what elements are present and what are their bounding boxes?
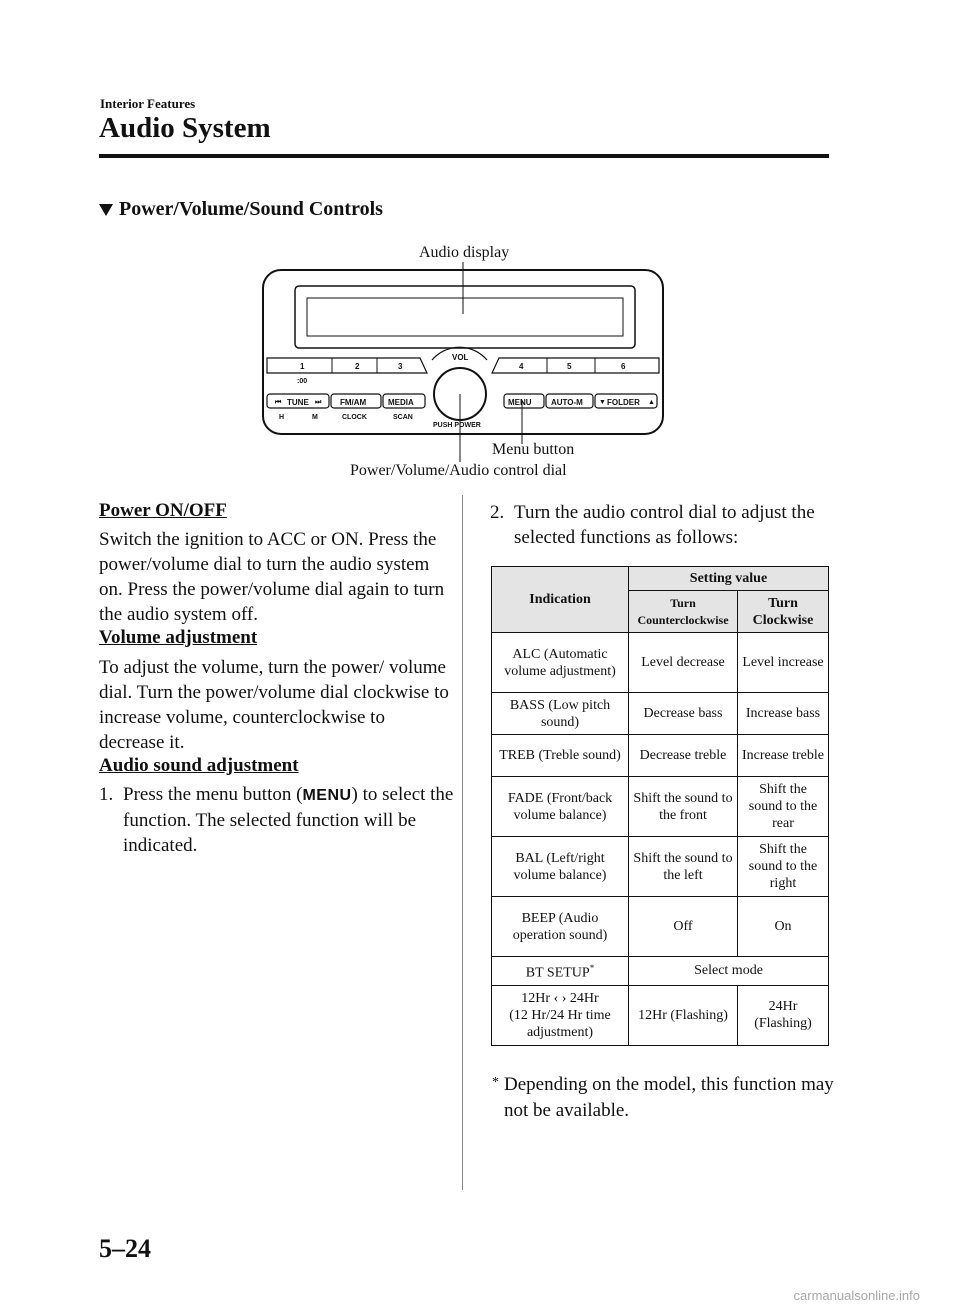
volume-heading: Volume adjustment <box>99 627 258 648</box>
table-row <box>492 735 829 777</box>
cell-cw: 24Hr (Flashing) <box>738 985 829 1045</box>
cell-ccw: Level decrease <box>629 633 738 693</box>
tune-label: TUNE <box>287 398 309 407</box>
bt-setup-label: BT SETUP <box>525 965 590 981</box>
step-2 <box>490 500 856 550</box>
cell-cw: Shift the sound to the right <box>738 837 829 897</box>
h-label: H <box>279 414 285 421</box>
table-row <box>492 897 829 957</box>
preset-6-button[interactable]: 6 <box>621 362 626 371</box>
step-2-number: 2. <box>490 502 505 523</box>
step-1-pre: Press the menu button ( <box>123 784 303 805</box>
sound-heading: Audio sound adjustment <box>99 755 299 776</box>
chapter-label: Interior Features <box>100 96 196 111</box>
callout-control-dial: Power/Volume/Audio control dial <box>350 462 567 479</box>
hr-12-label: 12Hr <box>521 990 551 1006</box>
cell-cw: Increase treble <box>738 735 829 777</box>
title-rule <box>99 154 829 158</box>
table-row <box>492 633 829 693</box>
right-chevron-icon: › <box>561 990 567 1006</box>
preset-1-button[interactable]: 1 <box>300 362 305 371</box>
footnote-text: Depending on the model, this function may not be available. <box>504 1074 834 1121</box>
table-row <box>492 693 829 735</box>
th-counterclockwise: Turn Counterclockwise <box>629 591 738 633</box>
cell-cw: Level increase <box>738 633 829 693</box>
table-row <box>492 837 829 897</box>
tune-next-icon: ⏭ <box>315 399 322 406</box>
page-number: 5–24 <box>99 1234 151 1263</box>
vol-label: VOL <box>452 353 469 362</box>
step-2-text: Turn the audio control dial to adjust the selected functions as follows: <box>514 502 815 548</box>
table-row <box>492 985 829 1045</box>
settings-table <box>491 566 829 1046</box>
media-label: MEDIA <box>388 398 414 407</box>
fm-am-label: FM/AM <box>340 398 367 407</box>
m-label: M <box>312 414 318 421</box>
cell-indication: BASS (Low pitch sound) <box>492 693 629 735</box>
section-title: Power/Volume/Sound Controls <box>119 198 383 220</box>
cell-ccw: Off <box>629 897 738 957</box>
watermark: carmanualsonline.info <box>793 1288 920 1303</box>
hr-description: (12 Hr/24 Hr time adjustment) <box>509 1007 611 1040</box>
cell-indication <box>492 985 629 1045</box>
preset-5-button[interactable]: 5 <box>567 362 572 371</box>
th-setting-value: Setting value <box>629 567 829 591</box>
cell-indication: BEEP (Audio operation sound) <box>492 897 629 957</box>
cell-cw: On <box>738 897 829 957</box>
th-indication: Indication <box>492 567 629 633</box>
folder-label: FOLDER <box>607 398 640 407</box>
menu-button-glyph: MENU <box>302 787 352 804</box>
preset-3-button[interactable]: 3 <box>398 362 403 371</box>
clock-00-label: :00 <box>297 378 308 385</box>
preset-4-button[interactable]: 4 <box>519 362 524 371</box>
preset-2-button[interactable]: 2 <box>355 362 360 371</box>
power-text: Switch the ignition to ACC or ON. Press the power/volume dial to turn the audio system on. Press the power/volume dial again to turn the audio system off. <box>99 529 445 625</box>
section-heading <box>99 198 383 221</box>
cell-indication: TREB (Treble sound) <box>492 735 629 777</box>
cell-cw: Shift the sound to the rear <box>738 777 829 837</box>
page-title: Audio System <box>99 112 271 144</box>
left-chevron-icon: ‹ <box>553 990 559 1006</box>
triangle-bullet-icon <box>99 204 113 216</box>
tune-prev-icon: ⏮ <box>275 399 282 406</box>
auto-m-label: AUTO-M <box>551 398 583 407</box>
table-row <box>492 777 829 837</box>
cell-ccw: Shift the sound to the front <box>629 777 738 837</box>
callout-audio-display: Audio display <box>419 244 510 261</box>
scan-label: SCAN <box>393 414 413 421</box>
volume-text: To adjust the volume, turn the power/ volume dial. Turn the power/volume dial clockwise to increase volume, counterclockwise to decrease it. <box>99 657 449 753</box>
step-1-post: ) to select the function. The selected function will be indicated. <box>123 784 454 856</box>
footnote <box>492 1072 834 1124</box>
step-1 <box>99 782 469 858</box>
th-clockwise: Turn Clockwise <box>738 591 829 633</box>
folder-up-icon: ▲ <box>648 399 655 406</box>
cell-indication <box>492 957 629 986</box>
cell-ccw: 12Hr (Flashing) <box>629 985 738 1045</box>
audio-unit-illustration <box>255 262 675 462</box>
cell-cw: Increase bass <box>738 693 829 735</box>
bt-footnote-mark: * <box>589 963 595 973</box>
push-power-label: PUSH POWER <box>433 422 481 429</box>
step-1-number: 1. <box>99 784 114 805</box>
cell-ccw: Shift the sound to the left <box>629 837 738 897</box>
cell-indication: FADE (Front/back volume balance) <box>492 777 629 837</box>
cell-indication: BAL (Left/right volume balance) <box>492 837 629 897</box>
cell-ccw: Decrease treble <box>629 735 738 777</box>
cell-indication: ALC (Automatic volume adjustment) <box>492 633 629 693</box>
table-row <box>492 957 829 986</box>
menu-label: MENU <box>508 398 532 407</box>
cell-ccw: Decrease bass <box>629 693 738 735</box>
callout-menu-button: Menu button <box>492 441 575 458</box>
hr-24-label: 24Hr <box>569 990 599 1006</box>
folder-down-icon: ▼ <box>599 399 606 406</box>
cell-bt-value: Select mode <box>629 957 829 986</box>
power-heading: Power ON/OFF <box>99 500 227 521</box>
footnote-mark: * <box>492 1075 499 1090</box>
clock-label: CLOCK <box>342 414 367 421</box>
